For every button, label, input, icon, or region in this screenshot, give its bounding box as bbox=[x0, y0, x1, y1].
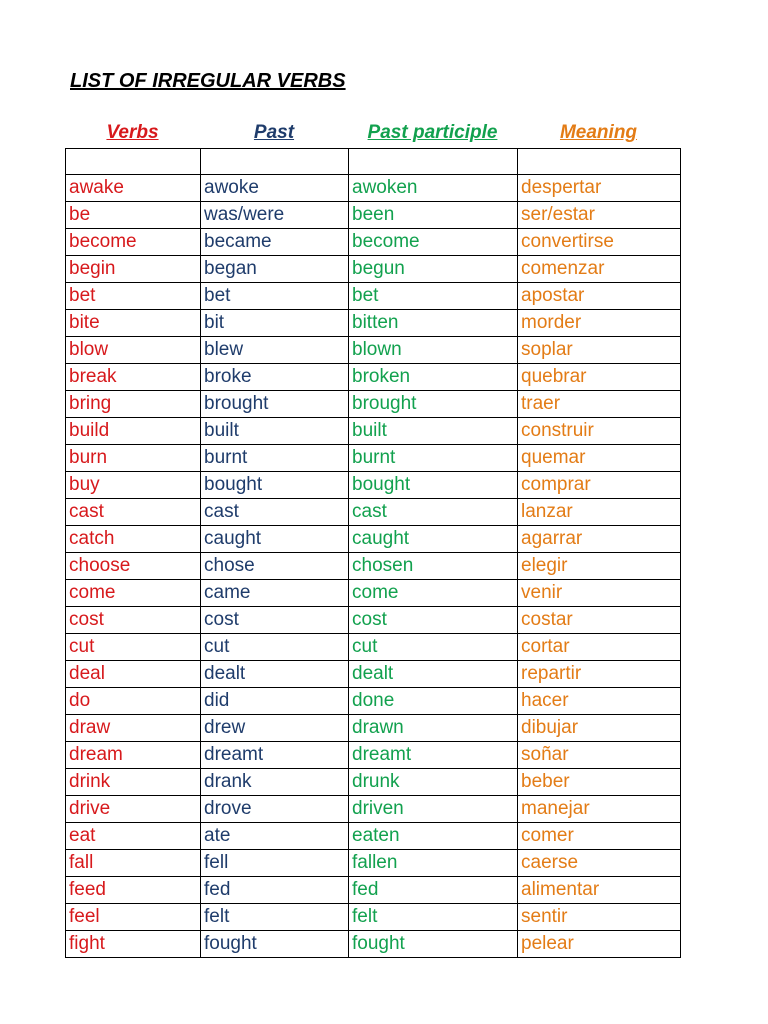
verb-cell: bite bbox=[66, 310, 201, 337]
table-row bbox=[66, 175, 681, 202]
verb-cell: cost bbox=[66, 607, 201, 634]
meaning-cell: soplar bbox=[518, 337, 681, 364]
table-row bbox=[66, 391, 681, 418]
meaning-cell: soñar bbox=[518, 742, 681, 769]
past-cell: dealt bbox=[201, 661, 349, 688]
meaning-cell: costar bbox=[518, 607, 681, 634]
past-cell: felt bbox=[201, 904, 349, 931]
verb-cell: eat bbox=[66, 823, 201, 850]
verb-cell: be bbox=[66, 202, 201, 229]
meaning-cell: caerse bbox=[518, 850, 681, 877]
verb-cell: drink bbox=[66, 769, 201, 796]
past-participle-cell: fought bbox=[349, 931, 518, 958]
verb-cell: choose bbox=[66, 553, 201, 580]
past-participle-cell: cost bbox=[349, 607, 518, 634]
verb-cell: burn bbox=[66, 445, 201, 472]
past-cell: fed bbox=[201, 877, 349, 904]
table-row bbox=[66, 850, 681, 877]
meaning-cell: comprar bbox=[518, 472, 681, 499]
past-cell: chose bbox=[201, 553, 349, 580]
verb-cell: break bbox=[66, 364, 201, 391]
meaning-cell: dibujar bbox=[518, 715, 681, 742]
table-row bbox=[66, 472, 681, 499]
blank-row bbox=[66, 149, 681, 175]
table-row bbox=[66, 499, 681, 526]
meaning-cell: construir bbox=[518, 418, 681, 445]
verb-cell: feed bbox=[66, 877, 201, 904]
past-participle-cell: driven bbox=[349, 796, 518, 823]
past-participle-cell: done bbox=[349, 688, 518, 715]
meaning-cell: hacer bbox=[518, 688, 681, 715]
verb-cell: come bbox=[66, 580, 201, 607]
meaning-cell: comenzar bbox=[518, 256, 681, 283]
past-participle-cell: dreamt bbox=[349, 742, 518, 769]
verb-cell: bring bbox=[66, 391, 201, 418]
verb-cell: deal bbox=[66, 661, 201, 688]
past-cell: caught bbox=[201, 526, 349, 553]
meaning-cell: repartir bbox=[518, 661, 681, 688]
meaning-cell: apostar bbox=[518, 283, 681, 310]
blank-cell bbox=[66, 149, 201, 175]
past-participle-cell: come bbox=[349, 580, 518, 607]
past-cell: bit bbox=[201, 310, 349, 337]
verb-cell: fight bbox=[66, 931, 201, 958]
past-cell: came bbox=[201, 580, 349, 607]
past-participle-cell: broken bbox=[349, 364, 518, 391]
past-cell: was/were bbox=[201, 202, 349, 229]
table-row bbox=[66, 688, 681, 715]
past-participle-cell: caught bbox=[349, 526, 518, 553]
table-row bbox=[66, 553, 681, 580]
verb-cell: begin bbox=[66, 256, 201, 283]
page-title: LIST OF IRREGULAR VERBS bbox=[70, 70, 346, 92]
past-cell: fought bbox=[201, 931, 349, 958]
table-row bbox=[66, 202, 681, 229]
table-row bbox=[66, 283, 681, 310]
meaning-cell: comer bbox=[518, 823, 681, 850]
past-participle-cell: drawn bbox=[349, 715, 518, 742]
meaning-cell: venir bbox=[518, 580, 681, 607]
verb-cell: become bbox=[66, 229, 201, 256]
table-row bbox=[66, 229, 681, 256]
table-row bbox=[66, 796, 681, 823]
table-row bbox=[66, 418, 681, 445]
past-cell: drank bbox=[201, 769, 349, 796]
verb-cell: do bbox=[66, 688, 201, 715]
meaning-cell: manejar bbox=[518, 796, 681, 823]
meaning-cell: cortar bbox=[518, 634, 681, 661]
meaning-cell: pelear bbox=[518, 931, 681, 958]
meaning-cell: ser/estar bbox=[518, 202, 681, 229]
meaning-cell: beber bbox=[518, 769, 681, 796]
blank-cell bbox=[349, 149, 518, 175]
meaning-cell: sentir bbox=[518, 904, 681, 931]
past-participle-cell: brought bbox=[349, 391, 518, 418]
table-row bbox=[66, 310, 681, 337]
past-participle-cell: cut bbox=[349, 634, 518, 661]
column-headers bbox=[65, 122, 680, 148]
past-cell: blew bbox=[201, 337, 349, 364]
past-cell: cost bbox=[201, 607, 349, 634]
past-participle-cell: chosen bbox=[349, 553, 518, 580]
past-cell: drew bbox=[201, 715, 349, 742]
past-participle-cell: bought bbox=[349, 472, 518, 499]
meaning-cell: agarrar bbox=[518, 526, 681, 553]
verb-cell: dream bbox=[66, 742, 201, 769]
verb-cell: bet bbox=[66, 283, 201, 310]
verb-cell: cast bbox=[66, 499, 201, 526]
table-row bbox=[66, 931, 681, 958]
past-cell: cut bbox=[201, 634, 349, 661]
past-participle-cell: blown bbox=[349, 337, 518, 364]
past-participle-cell: been bbox=[349, 202, 518, 229]
meaning-cell: traer bbox=[518, 391, 681, 418]
table-row bbox=[66, 445, 681, 472]
past-participle-cell: built bbox=[349, 418, 518, 445]
meaning-cell: morder bbox=[518, 310, 681, 337]
verb-cell: cut bbox=[66, 634, 201, 661]
past-cell: bought bbox=[201, 472, 349, 499]
table-row bbox=[66, 715, 681, 742]
past-participle-cell: bet bbox=[349, 283, 518, 310]
verb-cell: drive bbox=[66, 796, 201, 823]
past-participle-cell: begun bbox=[349, 256, 518, 283]
past-participle-cell: burnt bbox=[349, 445, 518, 472]
meaning-cell: elegir bbox=[518, 553, 681, 580]
verbs-table-body bbox=[66, 149, 681, 958]
past-cell: brought bbox=[201, 391, 349, 418]
past-participle-cell: fed bbox=[349, 877, 518, 904]
past-cell: ate bbox=[201, 823, 349, 850]
verb-cell: build bbox=[66, 418, 201, 445]
past-cell: built bbox=[201, 418, 349, 445]
past-participle-cell: cast bbox=[349, 499, 518, 526]
past-participle-cell: become bbox=[349, 229, 518, 256]
past-participle-cell: dealt bbox=[349, 661, 518, 688]
verb-cell: feel bbox=[66, 904, 201, 931]
verb-cell: blow bbox=[66, 337, 201, 364]
table-row bbox=[66, 364, 681, 391]
table-row bbox=[66, 823, 681, 850]
blank-cell bbox=[201, 149, 349, 175]
past-cell: bet bbox=[201, 283, 349, 310]
past-cell: broke bbox=[201, 364, 349, 391]
past-cell: burnt bbox=[201, 445, 349, 472]
past-participle-cell: eaten bbox=[349, 823, 518, 850]
past-cell: dreamt bbox=[201, 742, 349, 769]
table-row bbox=[66, 661, 681, 688]
table-row bbox=[66, 337, 681, 364]
table-row bbox=[66, 877, 681, 904]
past-participle-cell: drunk bbox=[349, 769, 518, 796]
past-cell: drove bbox=[201, 796, 349, 823]
verb-cell: catch bbox=[66, 526, 201, 553]
meaning-cell: despertar bbox=[518, 175, 681, 202]
past-participle-cell: felt bbox=[349, 904, 518, 931]
past-participle-cell: bitten bbox=[349, 310, 518, 337]
past-cell: fell bbox=[201, 850, 349, 877]
blank-cell bbox=[518, 149, 681, 175]
header-meaning: Meaning bbox=[559, 122, 638, 143]
verb-cell: buy bbox=[66, 472, 201, 499]
table-row bbox=[66, 904, 681, 931]
past-cell: cast bbox=[201, 499, 349, 526]
table-row bbox=[66, 742, 681, 769]
verb-cell: draw bbox=[66, 715, 201, 742]
header-past: Past bbox=[253, 122, 295, 143]
meaning-cell: convertirse bbox=[518, 229, 681, 256]
verbs-table bbox=[65, 148, 681, 958]
past-cell: became bbox=[201, 229, 349, 256]
table-row bbox=[66, 607, 681, 634]
past-cell: began bbox=[201, 256, 349, 283]
meaning-cell: quebrar bbox=[518, 364, 681, 391]
table-row bbox=[66, 526, 681, 553]
verb-cell: fall bbox=[66, 850, 201, 877]
past-cell: did bbox=[201, 688, 349, 715]
meaning-cell: quemar bbox=[518, 445, 681, 472]
verb-cell: awake bbox=[66, 175, 201, 202]
meaning-cell: alimentar bbox=[518, 877, 681, 904]
meaning-cell: lanzar bbox=[518, 499, 681, 526]
table-row bbox=[66, 580, 681, 607]
header-past-participle: Past participle bbox=[367, 122, 498, 143]
table-row bbox=[66, 256, 681, 283]
past-participle-cell: fallen bbox=[349, 850, 518, 877]
header-verbs: Verbs bbox=[106, 122, 159, 143]
past-participle-cell: awoken bbox=[349, 175, 518, 202]
past-cell: awoke bbox=[201, 175, 349, 202]
table-row bbox=[66, 634, 681, 661]
table-row bbox=[66, 769, 681, 796]
